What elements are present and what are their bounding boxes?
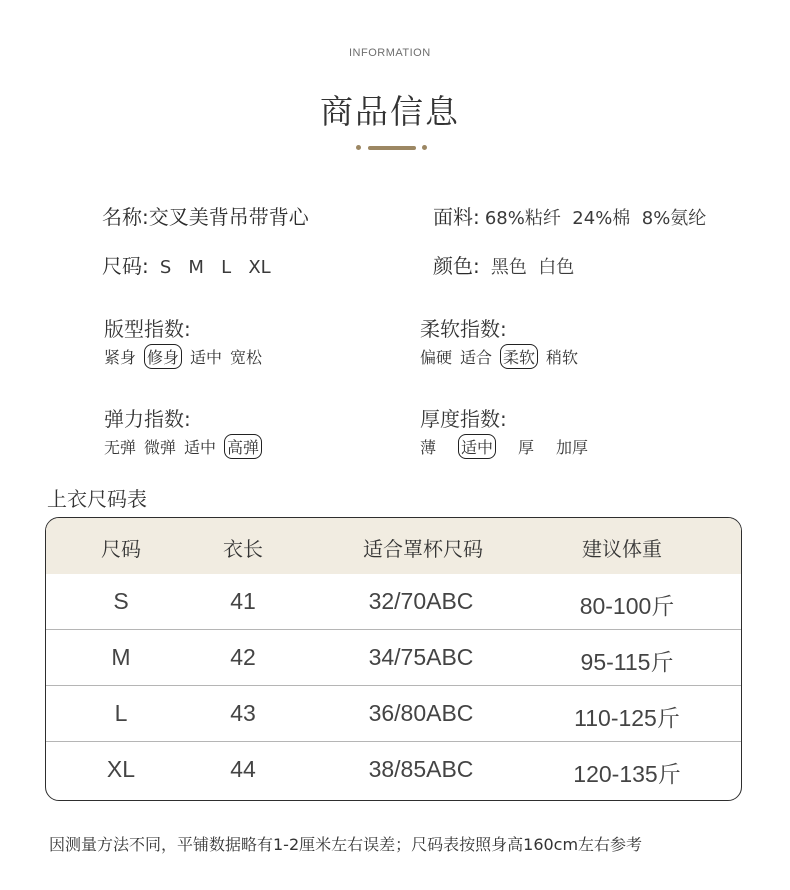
index-option: 紧身: [104, 348, 137, 367]
name-value: 交叉美背吊带背心: [148, 205, 309, 229]
cell-length: 44: [230, 756, 256, 782]
softness-index-label: 柔软指数:: [420, 317, 507, 341]
size-value: S M L XL: [159, 257, 271, 278]
size-table-title: 上衣尺码表: [47, 487, 147, 511]
cell-length: 41: [230, 588, 256, 614]
softness-index: [420, 313, 586, 369]
index-option: 适中: [184, 438, 217, 457]
fit-index: [104, 313, 270, 369]
cell-cup: 32/70ABC: [368, 588, 474, 614]
cell-weight: 120-135斤: [573, 761, 681, 787]
thickness-index-label: 厚度指数:: [420, 407, 507, 431]
fit-index-options: [104, 344, 270, 369]
index-option: 适合: [460, 348, 493, 367]
selected-option: 修身: [144, 344, 182, 369]
softness-index-options: [420, 344, 586, 369]
fabric-label: 面料:: [433, 205, 480, 229]
cell-size: L: [114, 700, 128, 726]
name-label: 名称:: [102, 205, 149, 229]
cell-weight: 110-125斤: [574, 705, 680, 731]
cell-length: 42: [230, 644, 256, 670]
sizes: [102, 250, 271, 279]
table-header: [46, 518, 741, 574]
selected-option: 适中: [458, 434, 496, 459]
thickness-index: [420, 403, 610, 459]
cell-length: 43: [230, 700, 256, 726]
size-label: 尺码:: [102, 254, 149, 278]
table-row: [46, 630, 741, 686]
section-subtitle: INFORMATION: [349, 47, 431, 59]
cell-weight: 95-115斤: [580, 649, 674, 675]
cell-cup: 34/75ABC: [368, 644, 474, 670]
color-value: 黑色 白色: [490, 257, 575, 278]
table-row: [46, 574, 741, 630]
color-label: 颜色:: [433, 254, 480, 278]
size-table: [45, 517, 742, 801]
index-option: 适中: [190, 348, 223, 367]
cell-size: M: [111, 644, 131, 670]
title-divider: [356, 145, 428, 151]
index-option: 偏硬: [420, 348, 453, 367]
selected-option: 柔软: [500, 344, 538, 369]
fabric-value: 68%粘纤 24%棉 8%氨纶: [484, 208, 707, 229]
product-name: [102, 201, 309, 230]
index-option: 加厚: [556, 438, 589, 457]
header-size: 尺码: [101, 537, 141, 561]
fabric: [433, 201, 706, 230]
index-option: 无弹: [104, 438, 137, 457]
index-option: 稍软: [546, 348, 579, 367]
index-option: 厚: [518, 438, 535, 457]
elasticity-index-label: 弹力指数:: [104, 407, 191, 431]
table-row: [46, 686, 741, 742]
cell-size: S: [113, 588, 129, 614]
header-length: 衣长: [223, 537, 263, 561]
cell-cup: 38/85ABC: [368, 756, 474, 782]
index-option: 宽松: [230, 348, 263, 367]
header-cup: 适合罩杯尺码: [363, 537, 483, 561]
index-option: 薄: [420, 438, 437, 457]
cell-weight: 80-100斤: [579, 593, 675, 619]
cell-cup: 36/80ABC: [368, 700, 474, 726]
cell-size: XL: [106, 756, 136, 782]
elasticity-index-options: [104, 434, 270, 459]
measurement-note: 因测量方法不同，平铺数据略有1-2厘米左右误差；尺码表按照身高160cm左右参考: [49, 835, 643, 854]
fit-index-label: 版型指数:: [104, 317, 191, 341]
colors: [433, 250, 574, 279]
thickness-index-options: [420, 434, 610, 459]
index-option: 微弹: [144, 438, 177, 457]
selected-option: 高弹: [224, 434, 262, 459]
elasticity-index: [104, 403, 270, 459]
table-row: [46, 742, 741, 798]
page-title: 商品信息: [320, 92, 460, 131]
header-weight: 建议体重: [582, 537, 662, 561]
